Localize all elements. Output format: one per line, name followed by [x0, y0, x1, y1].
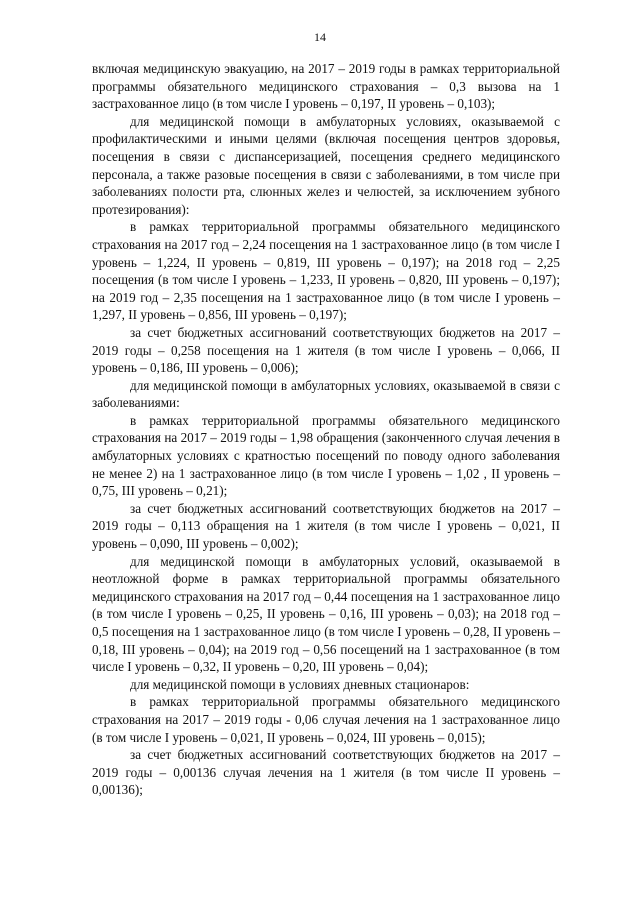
paragraph: за счет бюджетных ассигнований соответствующих бюджетов на 2017 – 2019 годы – 0,113 обращения на 1 жителя (в том числе I уровень – 0,021, II уровень – 0,090, III уровень – 0,002); — [92, 500, 560, 552]
paragraph: за счет бюджетных ассигнований соответствующих бюджетов на 2017 – 2019 годы – 0,00136 случая лечения на 1 жителя (в том числе II уровень – 0,00136); — [92, 747, 560, 798]
paragraph: за счет бюджетных ассигнований соответствующих бюджетов на 2017 – 2019 годы – 0,258 посещения на 1 жителя (в том числе I уровень – 0,066, II уровень – 0,186, III уровень – 0,006); — [92, 324, 560, 376]
paragraph: в рамках территориальной программы обязательного медицинского страхования на 2017 – 2019 годы – 1,98 обращения (законченного случая лечения в амбулаторных условиях с кратностью посещений по поводу одного заболевания не менее 2) на 1 застрахованное лицо (в том числе I уровень – 1,02 , II уровень – 0,75, III уровень – 0,21); — [92, 412, 560, 499]
paragraph: в рамках территориальной программы обязательного медицинского страхования на 2017 – 2019 годы - 0,06 случая лечения на 1 застрахованное лицо (в том числе I уровень – 0,021, II уровень – 0,024, III уровень – 0,015); — [92, 694, 560, 745]
paragraph: для медицинской помощи в амбулаторных условий, оказываемой в неотложной форме в рамках территориальной программы обязательного медицинского страхования на 2017 год – 0,44 посещения на 1 застрахованное лицо (в том числе I уровень – 0,25, II уровень – 0,16, III уровень – 0,03); на 2018 год – 0,5 посещения на 1 застрахованное лицо (в том числе I уровень – 0,28, II уровень – 0,18, III уровень – 0,04); на 2019 год – 0,56 посещений на 1 застрахованное (в том числе I уровень – 0,32, II уровень – 0,20, III уровень – 0,04); — [92, 553, 560, 675]
paragraph: включая медицинскую эвакуацию, на 2017 – 2019 годы в рамках территориальной программы обязательного медицинского страхования – 0,3 вызова на 1 застрахованное лицо (в том числе I уровень – 0,197, II уровень – 0,103); — [92, 61, 560, 112]
paragraph: для медицинской помощи в условиях дневных стационаров: — [130, 676, 470, 692]
page-number: 14 — [314, 30, 326, 44]
paragraph: для медицинской помощи в амбулаторных условиях, оказываемой в связи с заболеваниями: — [92, 377, 560, 411]
paragraph: в рамках территориальной программы обязательного медицинского страхования на 2017 год – 2,24 посещения на 1 застрахованное лицо (в том числе I уровень – 1,224, II уровень – 0,819, III уровень – 0,197); на 2018 год – 2,25 посещения (в том числе I уровень – 1,233, II уровень – 0,820, III уровень – 0,197); на 2019 год – 2,35 посещения на 1 застрахованное лицо (в том числе I уровень – 1,297, II уровень – 0,856, III уровень – 0,197); — [92, 219, 560, 323]
paragraph: для медицинской помощи в амбулаторных условиях, оказываемой с профилактическими и иными целями (включая посещения центров здоровья, посещения в связи с диспансеризацией, посещения среднего медицинского персонала, а также разовые посещения в связи с заболеваниями, в том числе при заболеваниях полости рта, слюнных желез и челюстей, за исключением зубного протезирования): — [92, 113, 560, 217]
document-body — [92, 60, 560, 799]
